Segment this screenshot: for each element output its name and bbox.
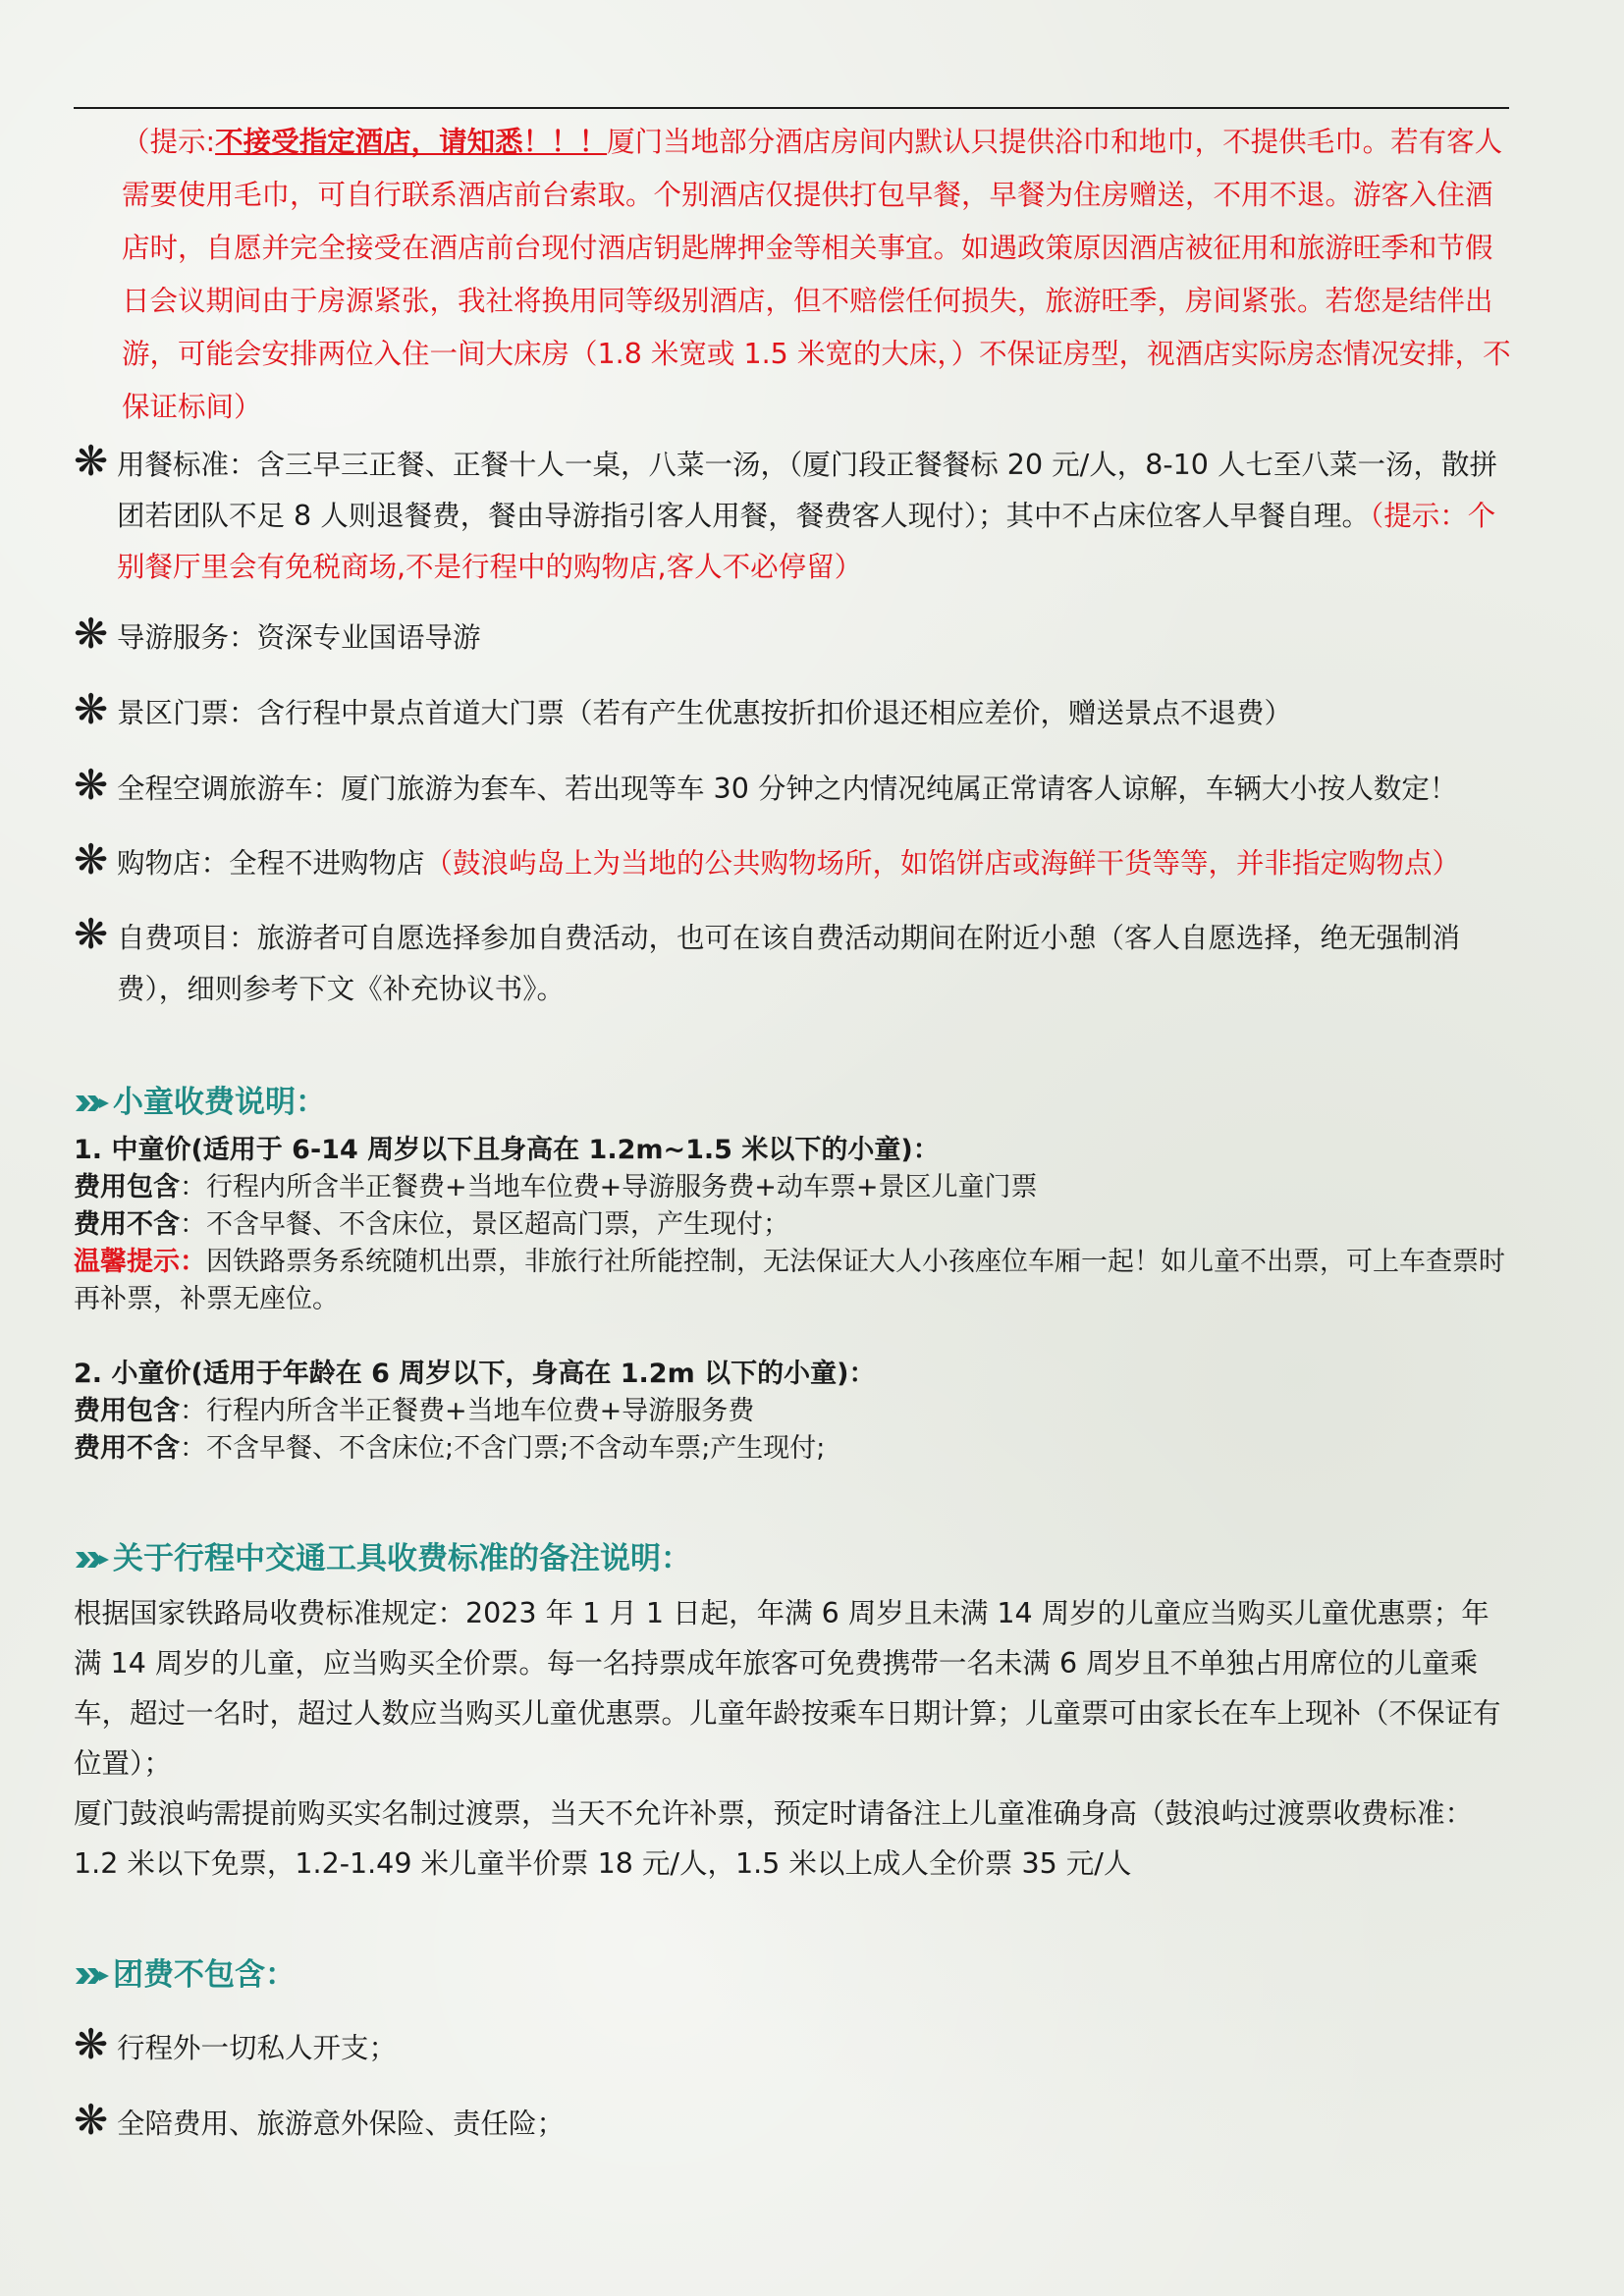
bullet-star-icon: ❋ — [74, 685, 109, 733]
child-fee-details — [74, 1132, 1517, 1468]
tip-label: 温馨提示： — [74, 1247, 206, 1277]
ticket-item — [74, 685, 1517, 739]
hotel-notice — [122, 116, 1514, 434]
arrow-icon — [74, 1093, 111, 1114]
small-excl-text: ：不含早餐、不含床位;不含门票;不含动车票;产生现付; — [180, 1433, 826, 1464]
shopping-text: 购物店：全程不进购物店 — [117, 847, 425, 880]
meal-standard-text: 用餐标准：含三早三正餐、正餐十人一桌，八菜一汤，（厦门段正餐餐标 20 元/人，8-10 人七至八菜一汤，散拼团若团队不足 8 人则退餐费，餐由导游指引客人用餐，餐费客人现付）；其中不占床位客人早餐自理。 — [117, 449, 1497, 532]
tip-text: 因铁路票务系统随机出票，非旅行社所能控制，无法保证大人小孩座位车厢一起！如儿童不出票，可上车查票时再补票，补票无座位。 — [74, 1247, 1505, 1314]
notice-open: （提示: — [122, 126, 216, 158]
bullet-star-icon: ❋ — [74, 2020, 109, 2068]
transport-heading-text: 关于行程中交通工具收费标准的备注说明： — [113, 1541, 691, 1576]
top-rule — [74, 107, 1509, 109]
small-incl-text: ：行程内所含半正餐费+当地车位费+导游服务费 — [180, 1396, 755, 1426]
mid-child-title: 1. 中童价(适用于 6-14 周岁以下且身高在 1.2m~1.5 米以下的小童)： — [74, 1135, 940, 1165]
mid-incl-text: ：行程内所含半正餐费+当地车位费+导游服务费+动车票+景区儿童门票 — [180, 1172, 1038, 1202]
transport-heading — [74, 1537, 691, 1580]
arrow-icon — [74, 1965, 111, 1987]
guide-service-item — [74, 610, 1517, 664]
excluded-item-private — [74, 2020, 1517, 2074]
bullet-star-icon: ❋ — [74, 610, 109, 658]
ticket-text: 景区门票：含行程中景点首道大门票（若有产生优惠按折扣价退还相应差价，赠送景点不退费） — [117, 697, 1293, 729]
ferry-rule-text: 厦门鼓浪屿需提前购买实名制过渡票，当天不允许补票，预定时请备注上儿童准确身高（鼓浪屿过渡票收费标准：1.2 米以下免票，1.2-1.49 米儿童半价票 18 元/人，1.5 米以上成人全价票 35 元/人 — [74, 1797, 1474, 1880]
small-incl-label: 费用包含 — [74, 1396, 180, 1426]
meal-standard-item — [74, 437, 1517, 593]
bullet-star-icon: ❋ — [74, 835, 109, 883]
excluded-private-text: 行程外一切私人开支； — [117, 2032, 398, 2064]
mid-excl-text: ：不含早餐、不含床位，景区超高门票，产生现付； — [180, 1209, 789, 1240]
child-fee-heading — [74, 1081, 326, 1124]
small-excl-label: 费用不含 — [74, 1433, 180, 1464]
excluded-heading-text: 团费不包含： — [113, 1957, 296, 1993]
guide-service-text: 导游服务：资深专业国语导游 — [117, 621, 481, 654]
child-fee-heading-text: 小童收费说明： — [113, 1085, 326, 1120]
shopping-item — [74, 835, 1517, 889]
bullet-star-icon: ❋ — [74, 437, 109, 485]
railway-rule-text: 根据国家铁路局收费标准规定：2023 年 1 月 1 日起，年满 6 周岁且未满 14 周岁的儿童应当购买儿童优惠票；年满 14 周岁的儿童，应当购买全价票。每一名持票成年旅客可免费携带一名未满 6 周岁且不单独占用席位的儿童乘车，超过一名时，超过人数应当购买儿童优惠票。儿童年龄按乘车日期计算；儿童票可由家长在车上现补（不保证有位置）； — [74, 1597, 1501, 1780]
shopping-note: （鼓浪屿岛上为当地的公共购物场所，如馅饼店或海鲜干货等等，并非指定购物点） — [424, 847, 1461, 880]
excluded-insurance-text: 全陪费用、旅游意外保险、责任险； — [117, 2108, 566, 2140]
small-child-title: 2. 小童价(适用于年龄在 6 周岁以下，身高在 1.2m 以下的小童)： — [74, 1359, 876, 1389]
mid-incl-label: 费用包含 — [74, 1172, 180, 1202]
optional-text: 自费项目：旅游者可自愿选择参加自费活动，也可在该自费活动期间在附近小憩（客人自愿选择，绝无强制消费），细则参考下文《补充协议书》。 — [117, 922, 1461, 1005]
mid-excl-label: 费用不含 — [74, 1209, 180, 1240]
bus-text: 全程空调旅游车：厦门旅游为套车、若出现等车 30 分钟之内情况纯属正常请客人谅解，车辆大小按人数定！ — [117, 773, 1458, 805]
excluded-item-insurance — [74, 2096, 1517, 2150]
arrow-icon — [74, 1549, 111, 1571]
excluded-heading — [74, 1953, 296, 1997]
bullet-star-icon: ❋ — [74, 910, 109, 958]
notice-emphasis: 不接受指定酒店，请知悉！！！ — [215, 126, 608, 158]
transport-rules — [74, 1588, 1517, 1889]
notice-text: 厦门当地部分酒店房间内默认只提供浴巾和地巾，不提供毛巾。若有客人需要使用毛巾，可自行联系酒店前台索取。个别酒店仅提供打包早餐，早餐为住房赠送，不用不退。游客入住酒店时，自愿并完全接受在酒店前台现付酒店钥匙牌押金等相关事宜。如遇政策原因酒店被征用和旅游旺季和节假日会议期间由于房源紧张，我社将换用同等级别酒店，但不赔偿任何损失，旅游旺季，房间紧张。若您是结伴出游，可能会安排两位入住一间大床房（1.8 米宽或 1.5 米宽的大床，）不保证房型，视酒店实际房态情况安排，不保证标间） — [122, 126, 1511, 423]
bus-item — [74, 761, 1517, 815]
meal-standard-note: （提示：个别餐厅里会有免税商场,不是行程中的购物店,客人不必停留） — [117, 500, 1496, 583]
bullet-star-icon: ❋ — [74, 761, 109, 809]
optional-item — [74, 910, 1517, 1015]
bullet-star-icon: ❋ — [74, 2096, 109, 2144]
